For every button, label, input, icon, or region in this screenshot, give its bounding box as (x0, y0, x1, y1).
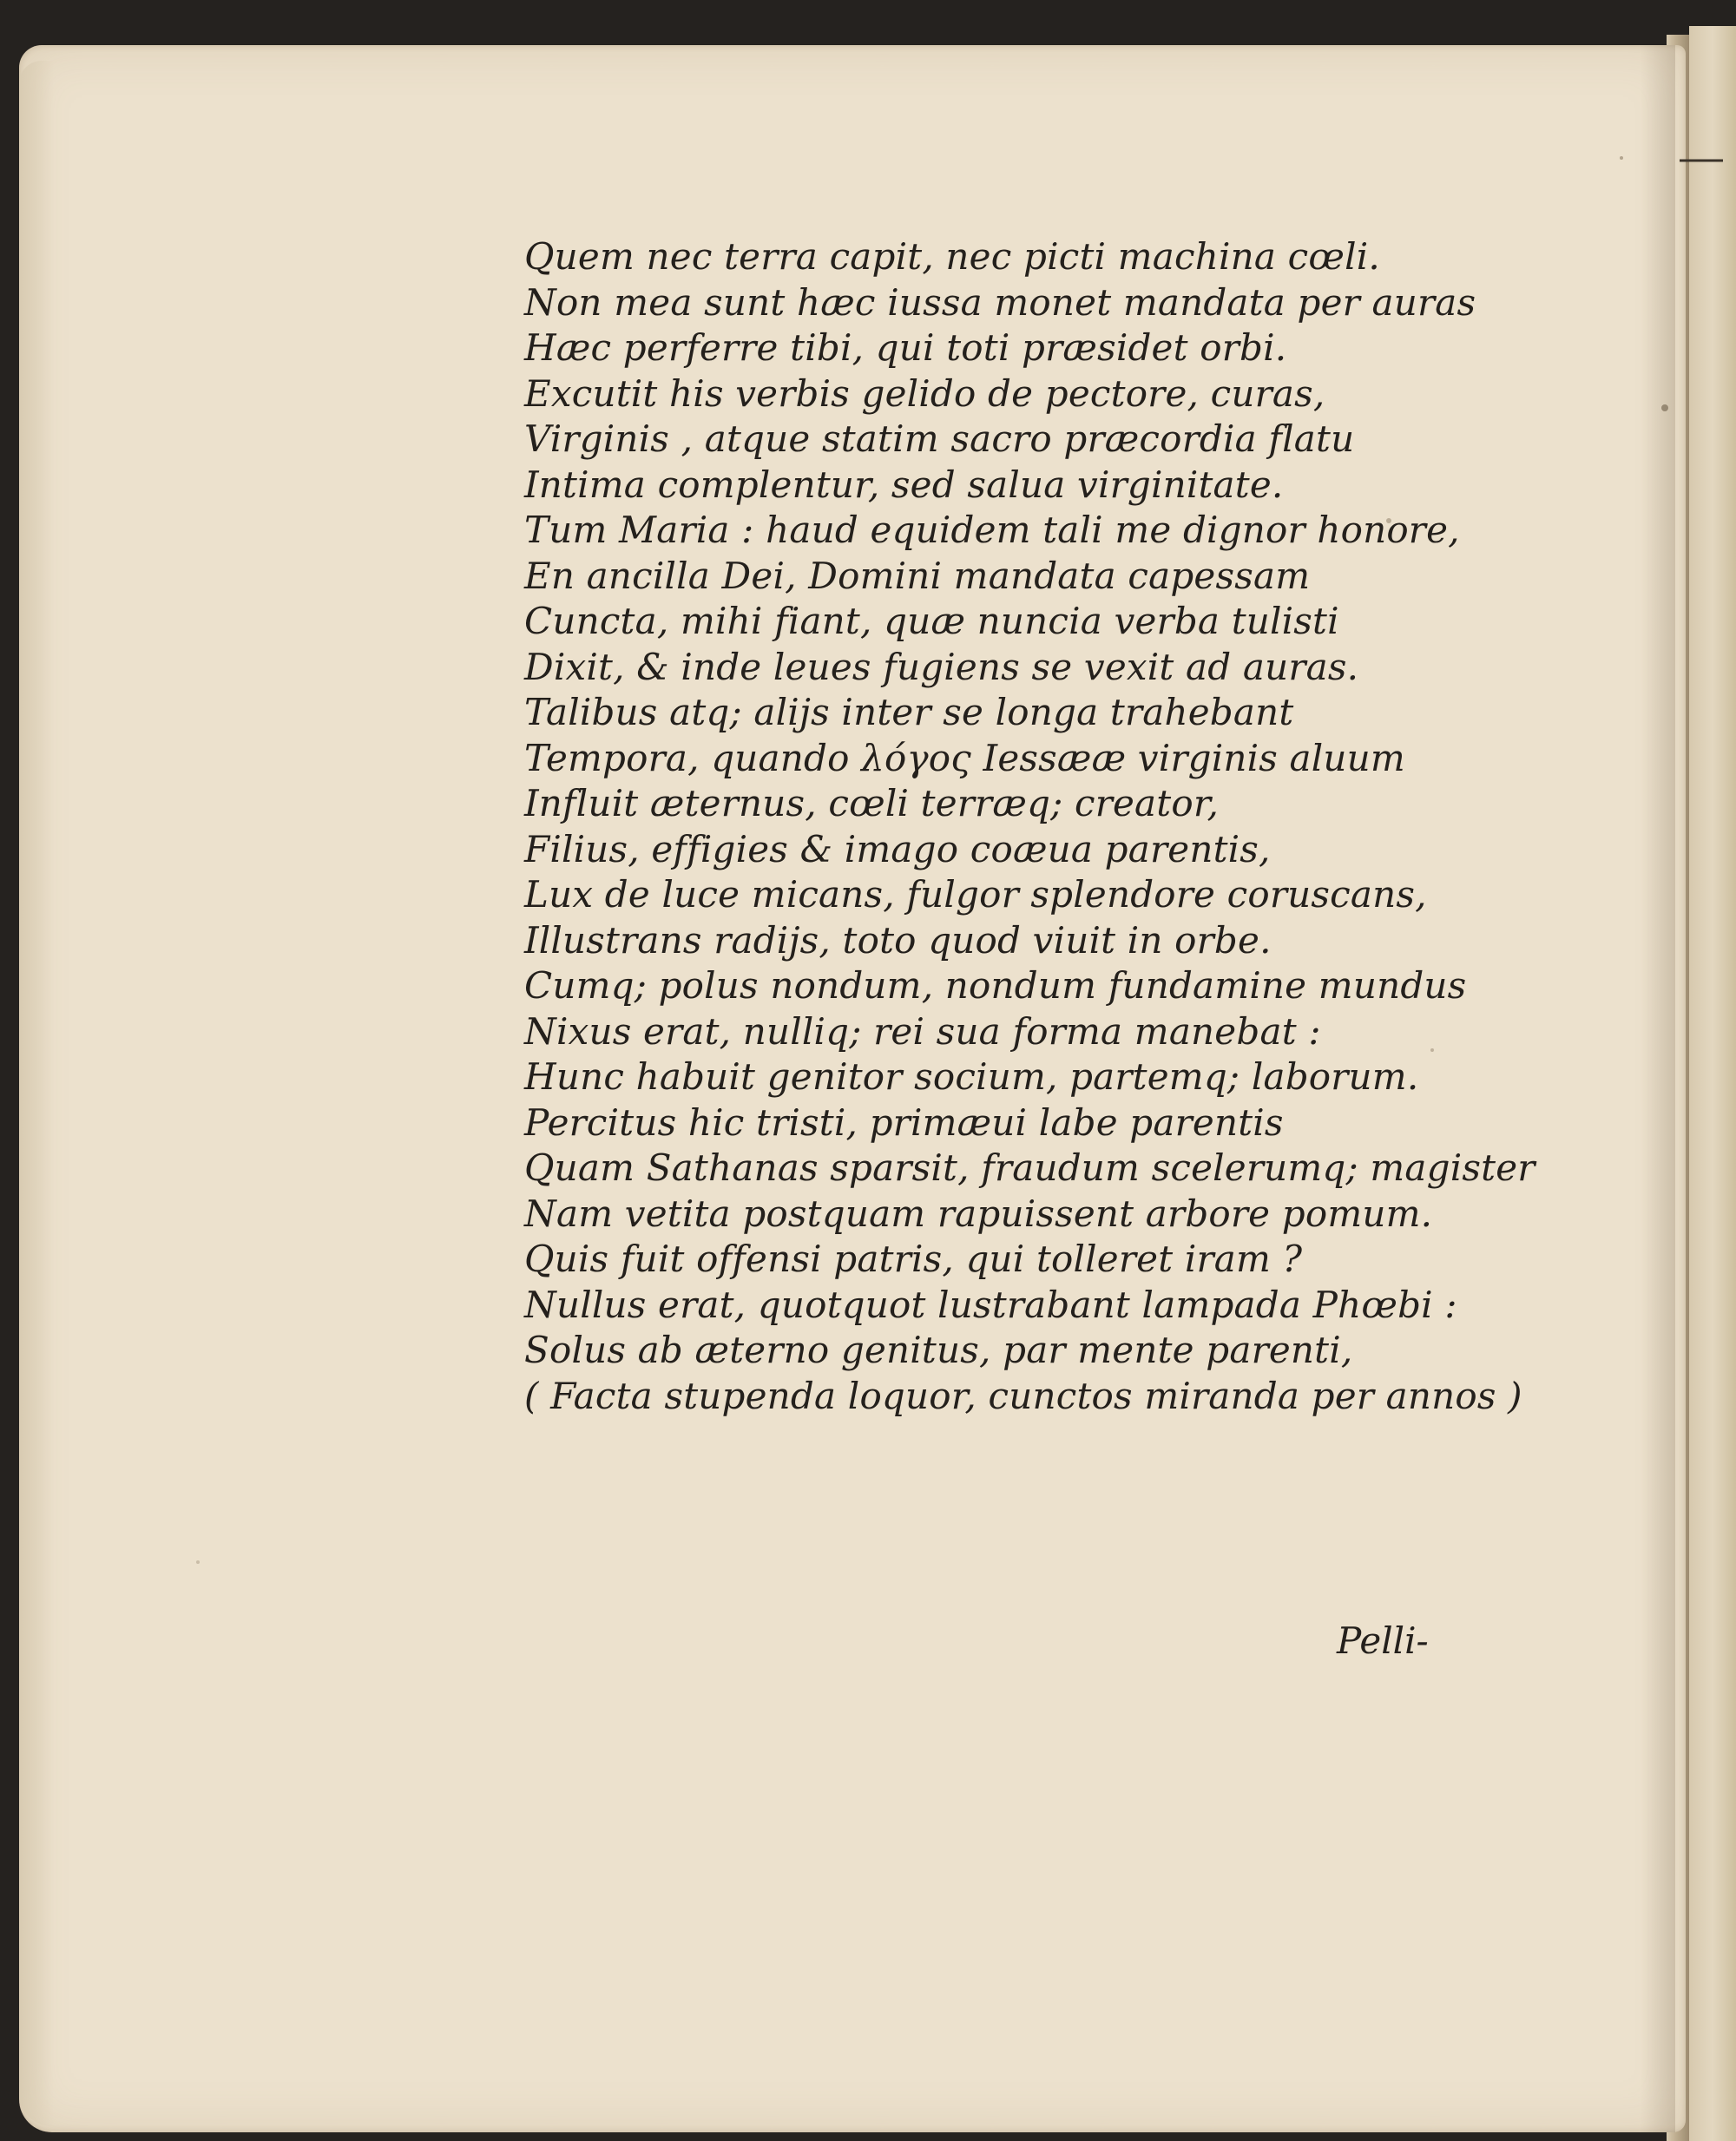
verse-line-12: Tempora, quando λόγος Iessææ virginis aluum (524, 736, 1405, 779)
verse-line-3: Hæc perferre tibi, qui toti præsidet orbi. (524, 326, 1287, 369)
verse-line-14: Filius, effigies & imago coæua parentis, (524, 827, 1271, 870)
verse-line-9: Cuncta, mihi fiant, quæ nuncia verba tulisti (524, 600, 1339, 642)
verse-line-21: Quam Sathanas sparsit, fraudum scelerumq; magister (524, 1146, 1535, 1189)
verse-line-23: Quis fuit offensi patris, qui tolleret iram ? (524, 1238, 1303, 1280)
verse-line-26: ( Facta stupenda loquor, cunctos miranda per annos ) (524, 1374, 1522, 1417)
verse-line-5: Virginis , atque statim sacro præcordia flatu (524, 417, 1355, 460)
verse-line-8: En ancilla Dei, Domini mandata capessam (524, 554, 1311, 597)
verse-line-24: Nullus erat, quotquot lustrabant lampada Phœbi : (524, 1283, 1457, 1326)
verse-line-20: Percitus hic tristi, primæui labe parentis (524, 1100, 1284, 1144)
verse-line-1: Quem nec terra capit, nec picti machina cœli. (524, 235, 1380, 278)
verse-line-22: Nam vetita postquam rapuissent arbore pomum. (524, 1192, 1433, 1235)
verse-line-2: Non mea sunt hæc iussa monet mandata per auras (524, 280, 1476, 324)
verse-line-6: Intima complentur, sed salua virginitate. (524, 463, 1284, 506)
verse-line-18: Nixus erat, nulliq; rei sua forma manebat : (524, 1009, 1321, 1053)
verse-line-11: Talibus atq; alijs inter se longa trahebant (524, 691, 1294, 733)
verse-line-15: Lux de luce micans, fulgor splendore coruscans, (524, 873, 1427, 916)
verse-line-13: Influit æternus, cœli terræq; creator, (524, 782, 1220, 824)
verse-line-19: Hunc habuit genitor socium, partemq; laborum. (524, 1055, 1419, 1098)
verse-line-25: Solus ab æterno genitus, par mente parenti, (524, 1329, 1353, 1371)
verse-line-17: Cumq; polus nondum, nondum fundamine mundus (524, 964, 1467, 1007)
verse-text (524, 234, 1535, 1419)
verse-line-4: Excutit his verbis gelido de pectore, curas, (524, 371, 1325, 415)
verse-line-7: Tum Maria : haud equidem tali me dignor honore, (524, 509, 1460, 551)
verse-line-10: Dixit, & inde leues fugiens se vexit ad auras. (524, 645, 1359, 688)
verse-line-16: Illustrans radijs, toto quod viuit in orbe. (524, 918, 1272, 962)
catchword: Pelli- (1337, 1619, 1429, 1662)
